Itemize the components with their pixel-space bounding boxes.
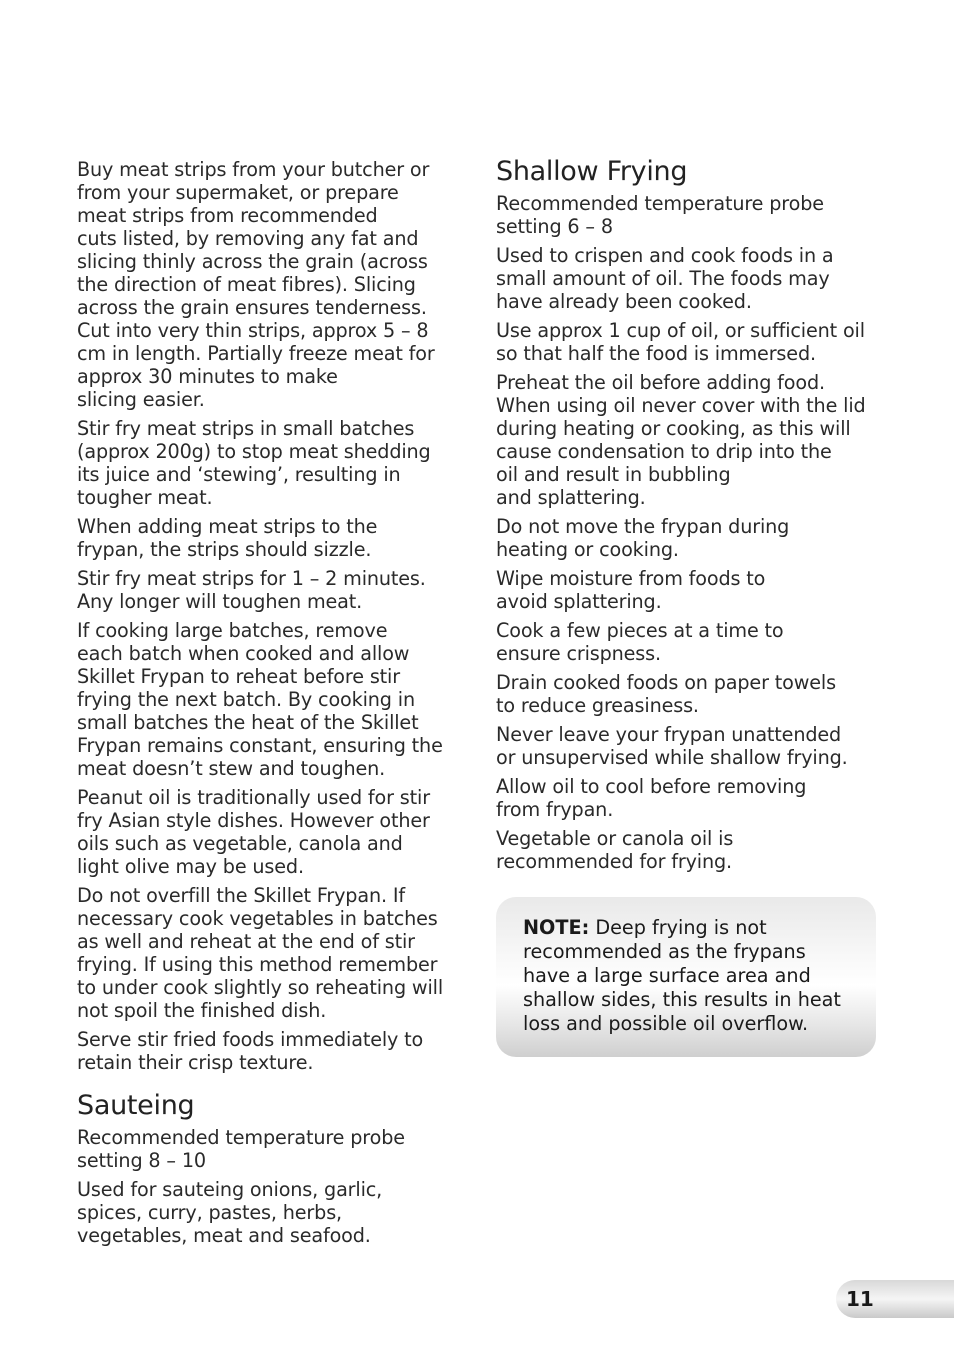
paragraph: Use approx 1 cup of oil, or sufficient oil so that half the food is immersed. bbox=[496, 319, 865, 365]
note-label: NOTE: bbox=[523, 916, 590, 939]
paragraph: Recommended temperature probe setting 8 – 10 bbox=[77, 1126, 405, 1172]
paragraph: Recommended temperature probe setting 6 – 8 bbox=[496, 192, 824, 238]
paragraph: When adding meat strips to the frypan, the strips should sizzle. bbox=[77, 515, 378, 561]
section-heading-sauteing: Sauteing bbox=[77, 1090, 195, 1121]
paragraph: Drain cooked foods on paper towels to reduce greasiness. bbox=[496, 671, 836, 717]
paragraph: Used for sauteing onions, garlic, spices, curry, pastes, herbs, vegetables, meat and seafood. bbox=[77, 1178, 383, 1247]
paragraph: Used to crispen and cook foods in a small amount of oil. The foods may have already been cooked. bbox=[496, 244, 834, 313]
paragraph: Buy meat strips from your butcher or from your supermaket, or prepare meat strips from recommended cuts listed, by removing any fat and slicing thinly across the grain (across the direction of meat fibres). Slicing across the grain ensures tenderness. Cut into very thin strips, approx 5 – 8 cm in length. Partially freeze meat for approx 30 minutes to make slicing easier. bbox=[77, 158, 435, 411]
section-heading-shallow-frying: Shallow Frying bbox=[496, 156, 688, 187]
page-number-tab bbox=[836, 1280, 954, 1318]
page-number: 11 bbox=[846, 1287, 874, 1311]
paragraph: Vegetable or canola oil is recommended for frying. bbox=[496, 827, 734, 873]
paragraph: Stir fry meat strips in small batches (approx 200g) to stop meat shedding its juice and ‘stewing’, resulting in tougher meat. bbox=[77, 417, 431, 509]
left-column bbox=[77, 158, 457, 1253]
paragraph: Do not overfill the Skillet Frypan. If necessary cook vegetables in batches as well and reheat at the end of stir frying. If using this method remember to under cook slightly so reheating will not spoil the finished dish. bbox=[77, 884, 444, 1022]
paragraph: Allow oil to cool before removing from frypan. bbox=[496, 775, 807, 821]
paragraph: Preheat the oil before adding food. When using oil never cover with the lid during heating or cooking, as this will cause condensation to drip into the oil and result in bubbling and splattering. bbox=[496, 371, 866, 509]
note-body: Deep frying is not recommended as the frypans have a large surface area and shallow sides, this results in heat loss and possible oil overflow. bbox=[523, 916, 841, 1035]
right-column bbox=[496, 156, 880, 879]
paragraph: Stir fry meat strips for 1 – 2 minutes. Any longer will toughen meat. bbox=[77, 567, 426, 613]
paragraph: Serve stir fried foods immediately to retain their crisp texture. bbox=[77, 1028, 424, 1074]
paragraph: Peanut oil is traditionally used for stir fry Asian style dishes. However other oils such as vegetable, canola and light olive may be used. bbox=[77, 786, 430, 878]
paragraph: Cook a few pieces at a time to ensure crispness. bbox=[496, 619, 784, 665]
note-text bbox=[523, 916, 856, 1036]
paragraph: Do not move the frypan during heating or cooking. bbox=[496, 515, 790, 561]
paragraph: Wipe moisture from foods to avoid splattering. bbox=[496, 567, 766, 613]
paragraph: If cooking large batches, remove each batch when cooked and allow Skillet Frypan to reheat before stir frying the next batch. By cooking in small batches the heat of the Skillet Frypan remains constant, ensuring the meat doesn’t stew and toughen. bbox=[77, 619, 443, 780]
paragraph: Never leave your frypan unattended or unsupervised while shallow frying. bbox=[496, 723, 848, 769]
note-box bbox=[496, 897, 876, 1057]
